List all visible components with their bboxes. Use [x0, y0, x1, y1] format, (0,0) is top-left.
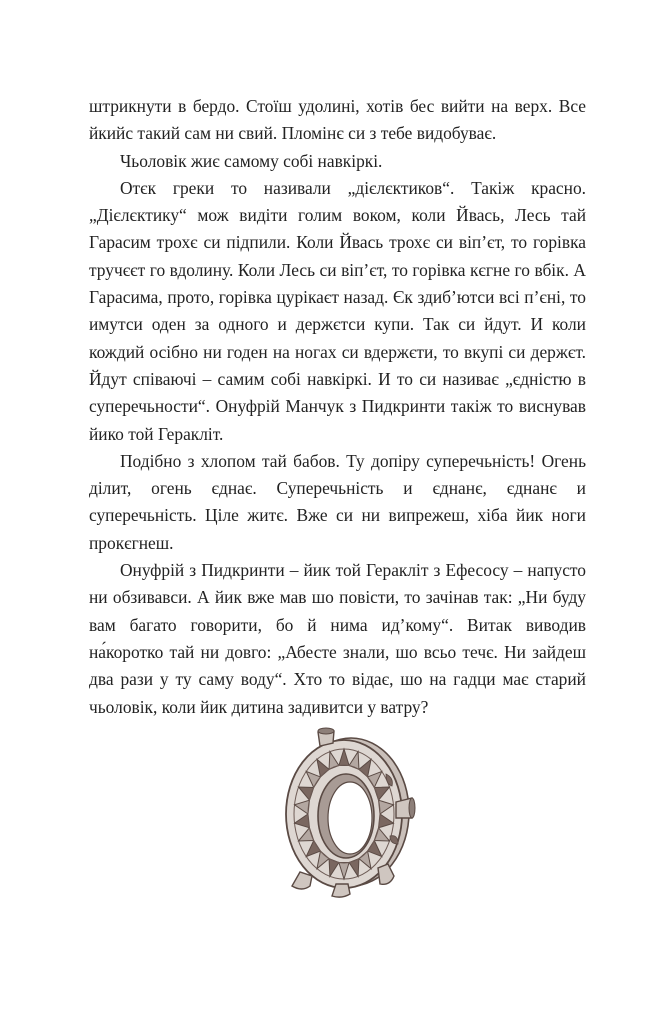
paragraph-3: Отєк греки то називали „дієлєктиков“. Такіж красно. „Дієлєктику“ мож видіти голим воком, коли Йвась, Лесь тай Гарасим трохє си підпили. Коли Йвась трохє си віп’єт, то горівка тручєєт го вдолину. Коли Лесь си віп’єт, то горівка кєгне го вбік. А Гарасима, прото, горівка цурікаєт назад. Єк здиб’ютси всі п’єні, то имутси оден за одного и держєтси купи. Так си йдут. И коли кождий осібно ни годен на ногах си вдержєти, то вкупі си держєт. Йдут співаючі – самим собі навкіркі. И то си називає „єдністю в суперечьности“. Онуфрій Манчук з Пидкринти такіж то виснував йико той Геракліт. [89, 177, 586, 444]
paragraph-2: Чьоловік жиє самому собі навкіркі. [120, 150, 383, 171]
paragraph-5: Онуфрій з Пидкринти – йик той Геракліт з Ефесосу – напусто ни обзивавси. А йик вже мав шо повісти, то зачінав так: „Ни буду вам багато говорити, бо й нима ид’кому“. Витак виводив на́коротко тай ни довго: „Абесте знали, шо всьо течє. Ни зайдеш два рази у ту саму воду“. Хто то відає, шо на гадци має старий чьоловік, коли йик дитина задивитси у ватру? [89, 560, 586, 717]
paragraph-4: Подібно з хлопом тай бабов. Ту допіру суперечьність! Огень ділит, огень єднає. Суперечьність и єднанє, єднанє и суперечьність. Ціле житє. Вже си ни випрежеш, хіба йик ноги прокєгнеш. [89, 450, 586, 553]
ceramic-ring-vessel-icon [278, 726, 416, 898]
paragraph-1: штрикнути в бердо. Стоїш удолині, хотів бес вийти на верх. Все йкийс такий сам ни свий. Пломінє си з тебе видобуває. [89, 96, 586, 144]
page-text [89, 93, 586, 721]
